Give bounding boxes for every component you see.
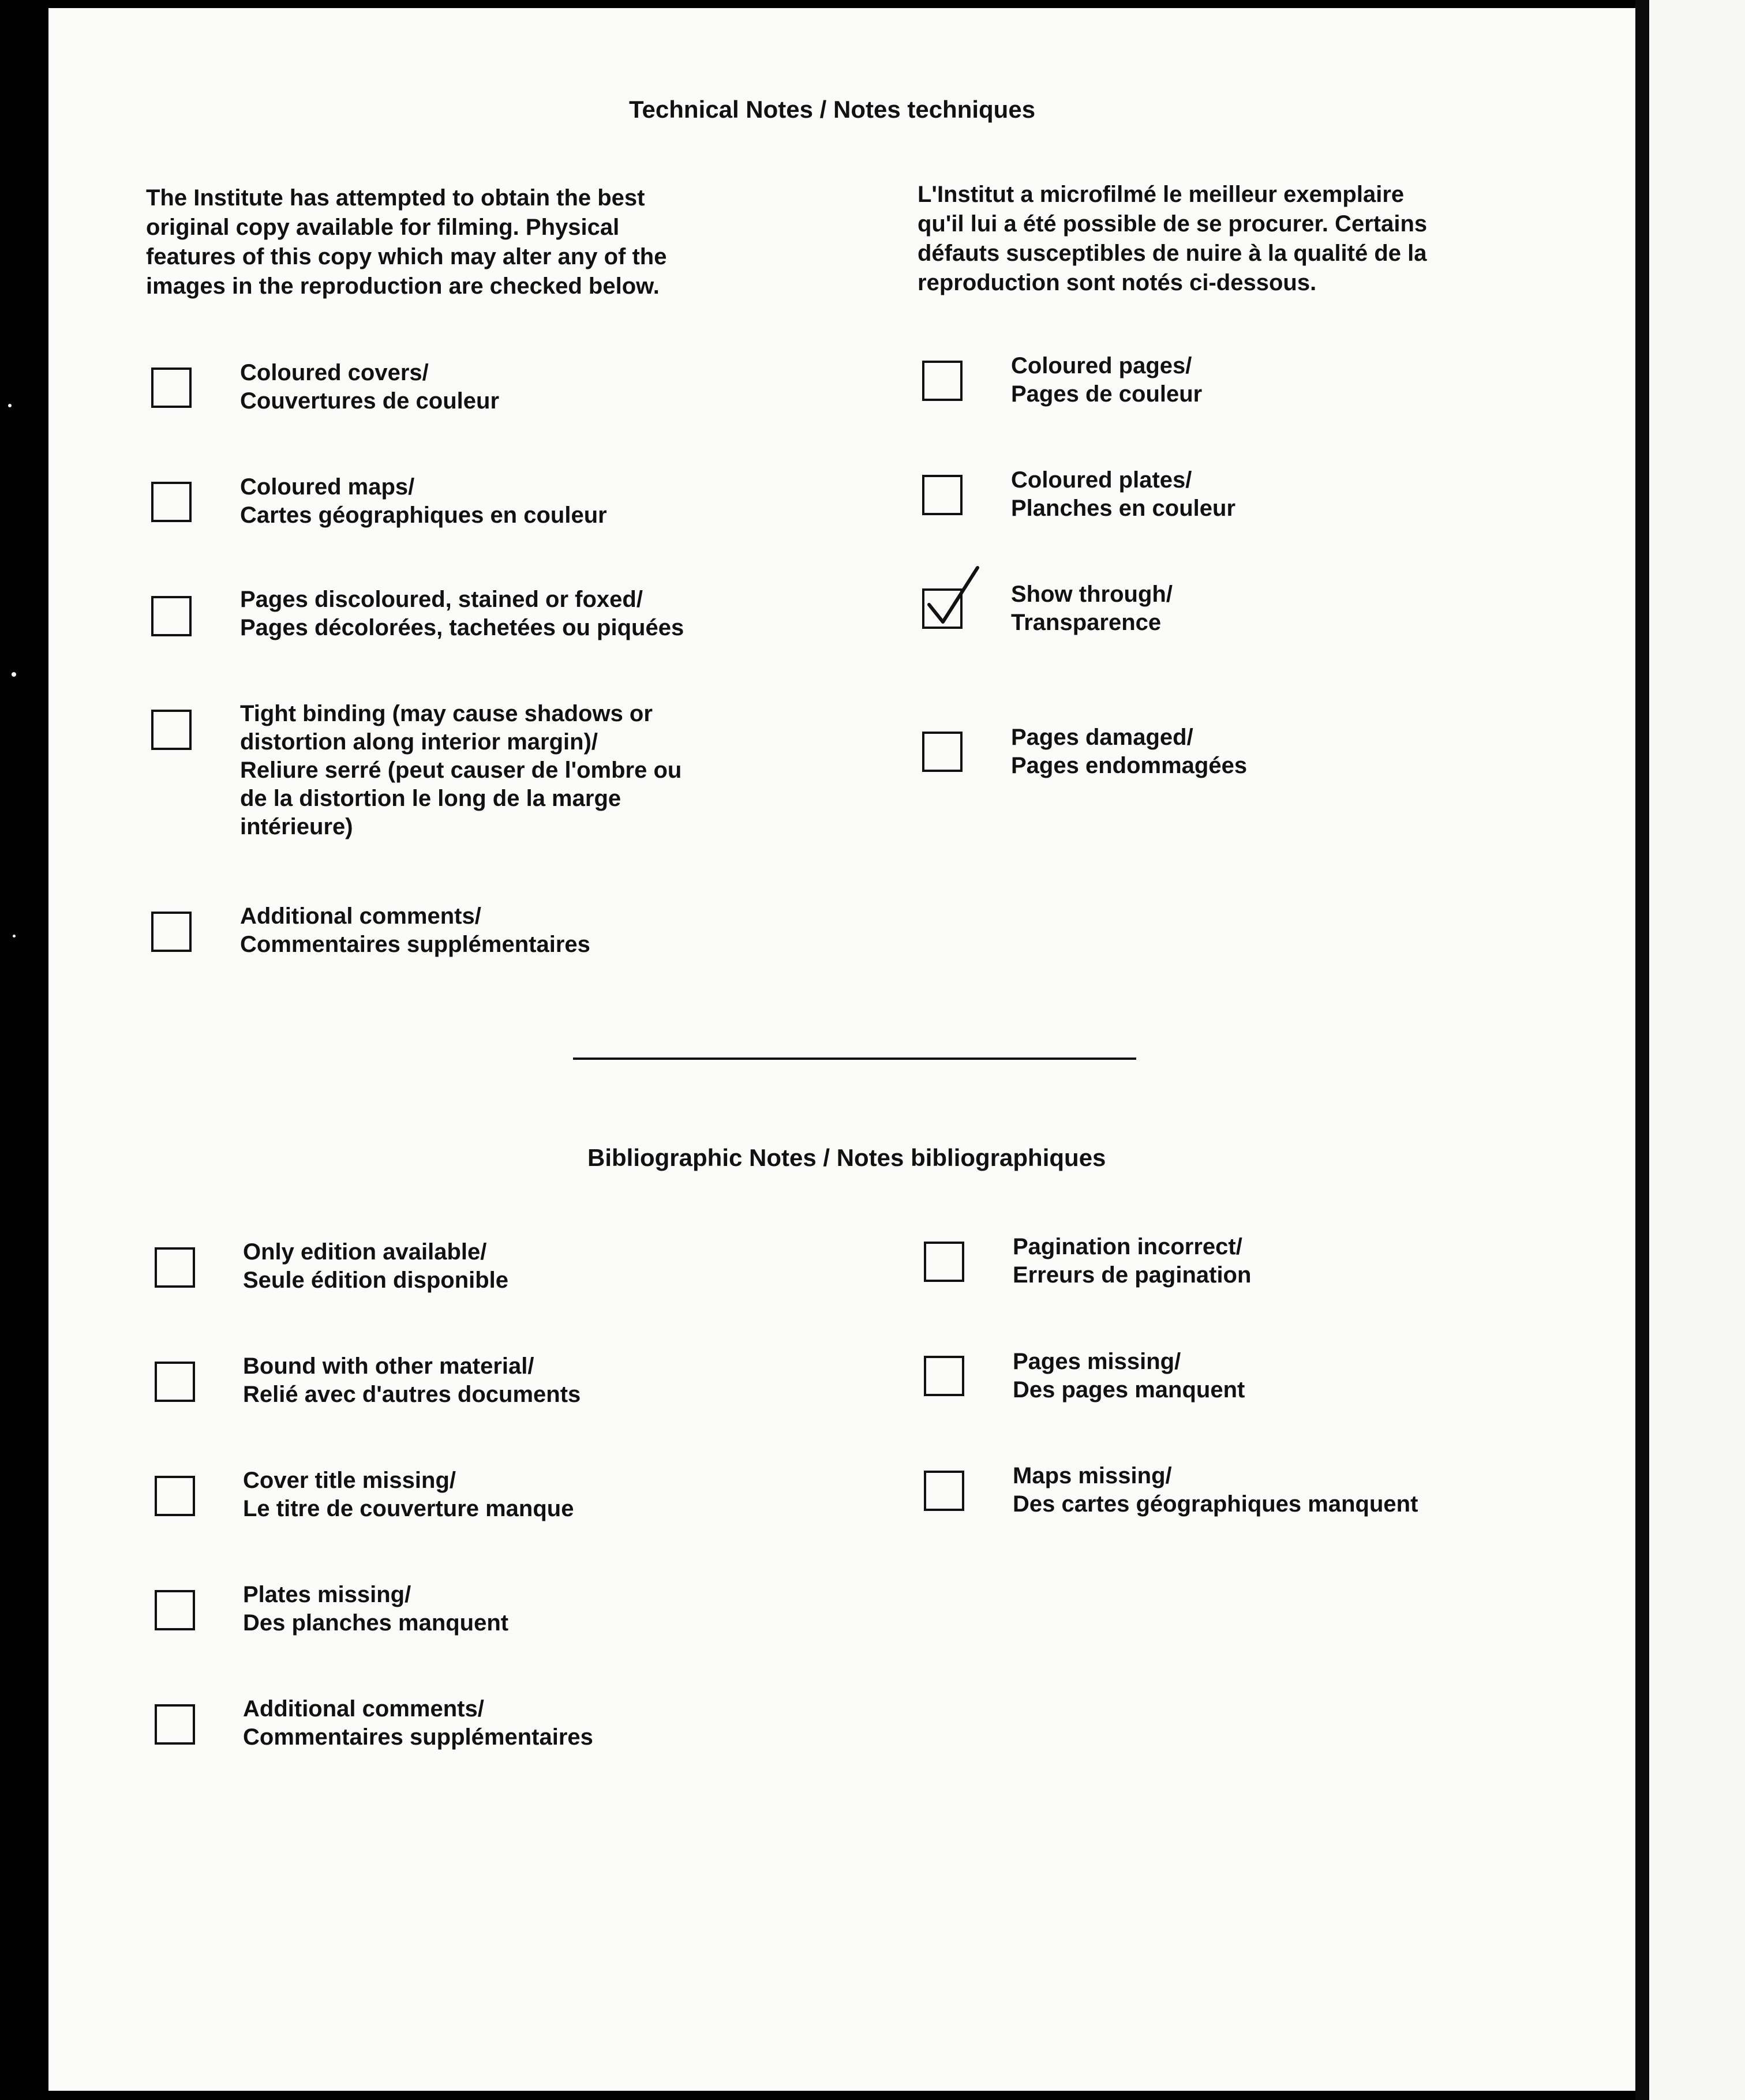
checkmark-icon [920,564,984,633]
only-edition-label: Only edition available/ Seule édition disponible [243,1239,509,1293]
technical-additional-comments-checkbox[interactable] [151,912,192,952]
pagination-incorrect-checkbox[interactable] [924,1242,964,1282]
tight-binding-checkbox[interactable] [151,710,192,750]
scan-speck [8,404,12,407]
technical-additional-comments-label: Additional comments/ Commentaires supplémentaires [240,903,590,957]
coloured-plates-checkbox[interactable] [922,475,963,515]
coloured-covers-label: Coloured covers/ Couvertures de couleur [240,360,500,414]
page-gutter [1635,0,1649,2100]
cover-title-missing-checkbox[interactable] [155,1476,195,1516]
pages-missing-checkbox[interactable] [924,1356,964,1396]
coloured-plates-label: Coloured plates/ Planches en couleur [1011,467,1236,521]
maps-missing-checkbox[interactable] [924,1471,964,1511]
plates-missing-checkbox[interactable] [155,1590,195,1630]
only-edition-checkbox[interactable] [155,1247,195,1288]
bibliographic-notes-heading: Bibliographic Notes / Notes bibliographiques [587,1144,1106,1171]
coloured-pages-checkbox[interactable] [922,361,963,401]
pages-discoloured-checkbox[interactable] [151,596,192,636]
technical-intro-english: The Institute has attempted to obtain the best original copy available for filming. Physical features of this copy which may alter any of the images in the reproduction are checked below. [146,185,667,299]
coloured-covers-checkbox[interactable] [151,367,192,408]
pages-damaged-label: Pages damaged/ Pages endommagées [1011,725,1248,778]
technical-notes-heading: Technical Notes / Notes techniques [629,96,1036,123]
tight-binding-label: Tight binding (may cause shadows or distortion along interior margin)/ Reliure serré (peut causer de l'ombre ou de la distortion le long de la marge intérieure) [240,701,682,839]
bibliographic-additional-comments-checkbox[interactable] [155,1704,195,1745]
pages-missing-label: Pages missing/ Des pages manquent [1013,1349,1245,1402]
bibliographic-additional-comments-label: Additional comments/ Commentaires supplémentaires [243,1696,593,1750]
scanned-page [48,8,1635,2091]
maps-missing-label: Maps missing/ Des cartes géographiques manquent [1013,1463,1418,1517]
pages-discoloured-label: Pages discoloured, stained or foxed/ Pages décolorées, tachetées ou piquées [240,587,684,640]
bound-with-label: Bound with other material/ Relié avec d'autres documents [243,1353,581,1407]
show-through-label: Show through/ Transparence [1011,582,1173,635]
scan-speck [12,672,16,677]
coloured-maps-checkbox[interactable] [151,482,192,522]
coloured-pages-label: Coloured pages/ Pages de couleur [1011,353,1203,407]
bound-with-checkbox[interactable] [155,1362,195,1402]
cover-title-missing-label: Cover title missing/ Le titre de couverture manque [243,1468,574,1521]
coloured-maps-label: Coloured maps/ Cartes géographiques en couleur [240,474,607,528]
technical-intro-french: L'Institut a microfilmé le meilleur exemplaire qu'il lui a été possible de se procurer. Certains défauts susceptibles de nuire à la qualité de la reproduction sont notés ci-dessous. [918,182,1428,295]
adjacent-page-edge [1649,0,1745,2100]
plates-missing-label: Plates missing/ Des planches manquent [243,1582,509,1636]
pagination-incorrect-label: Pagination incorrect/ Erreurs de pagination [1013,1234,1252,1288]
section-divider [573,1058,1136,1060]
scan-speck [13,935,16,937]
pages-damaged-checkbox[interactable] [922,732,963,772]
